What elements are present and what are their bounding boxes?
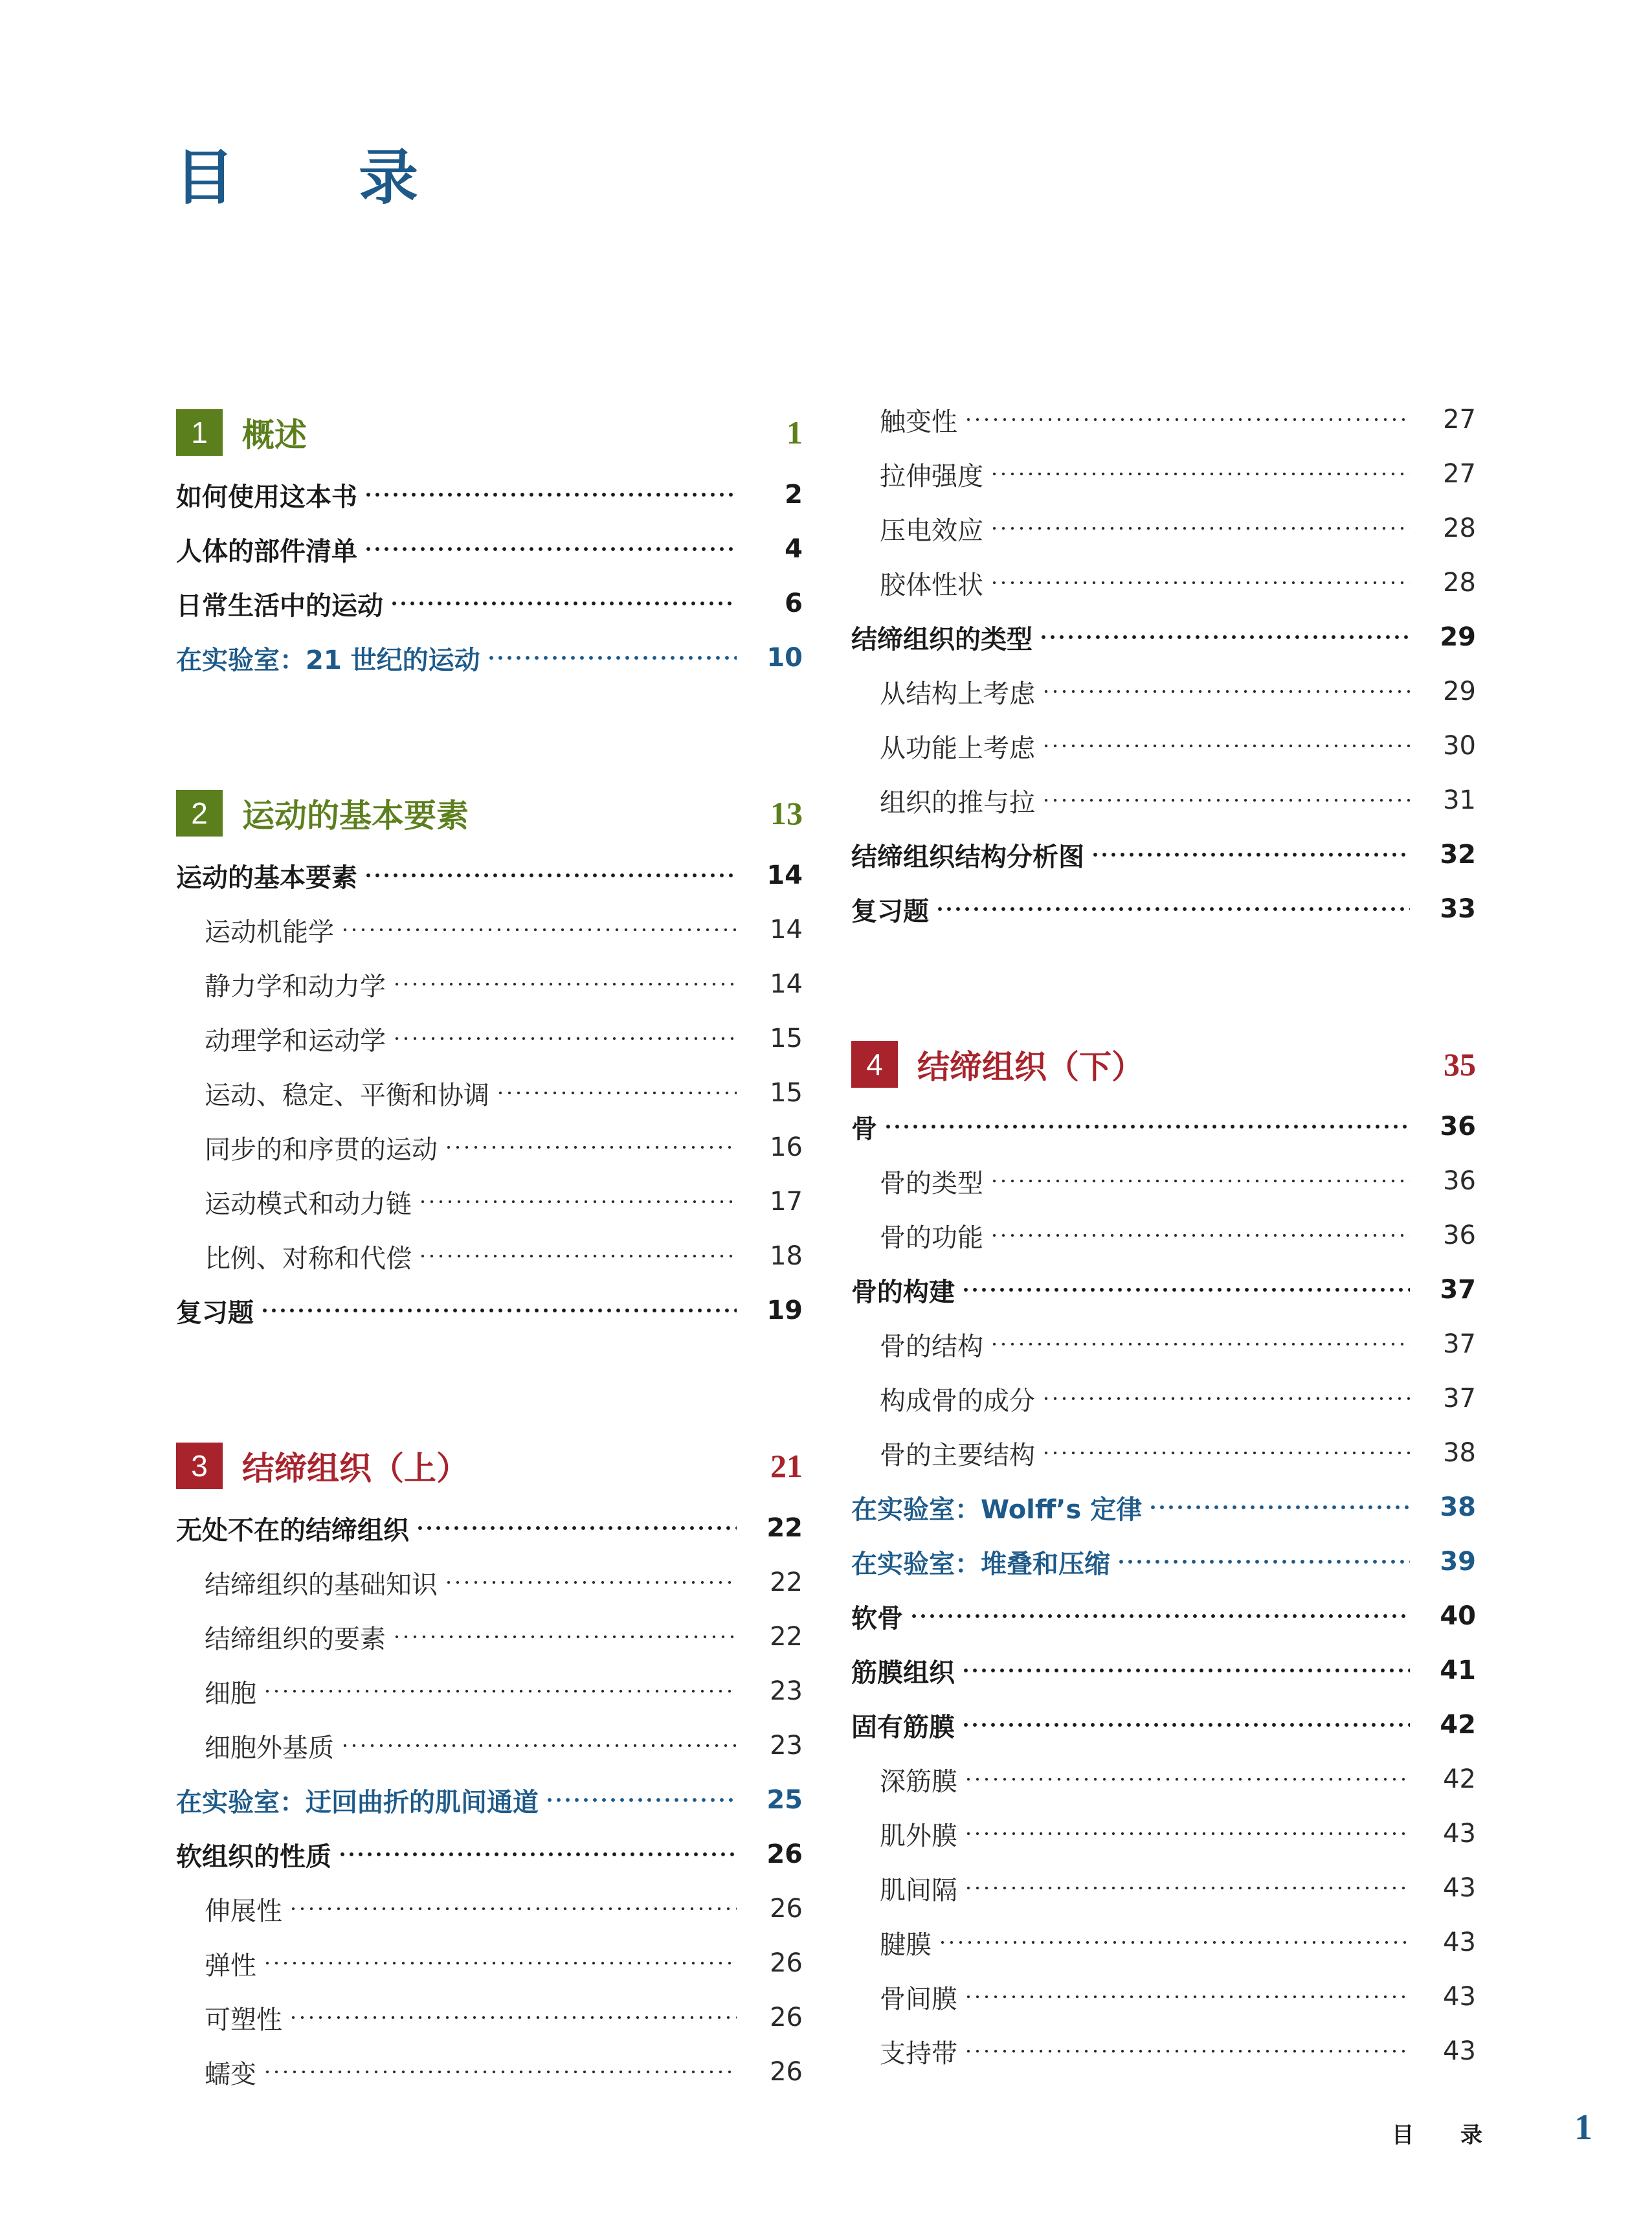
entry-label: 在实验室：Wolff’s 定律 [851,1494,1143,1525]
entry-label: 运动模式和动力链 [205,1189,412,1219]
dot-leader [1042,1450,1410,1456]
dot-leader [935,906,1410,912]
toc-entry-lab[interactable] [176,1773,803,1827]
entry-label: 比例、对称和代偿 [205,1243,412,1274]
entry-page: 22 [770,1568,803,1597]
toc-subentry[interactable] [176,1990,803,2045]
dot-leader [487,655,737,660]
entry-label: 骨 [851,1114,877,1144]
entry-page: 28 [1443,513,1476,543]
entry-label: 压电效应 [880,515,983,546]
entry-label: 固有筋膜 [851,1712,955,1742]
entry-page: 28 [1443,568,1476,598]
entry-label: 软组织的性质 [176,1841,331,1872]
toc-subentry[interactable] [176,957,803,1011]
dot-leader [990,1233,1410,1238]
entry-label: 从功能上考虑 [880,733,1035,763]
entry-page: 43 [1443,1819,1476,1849]
entry-page: 2 [785,480,803,510]
toc-subentry[interactable] [176,1066,803,1120]
entry-label: 结缔组织的类型 [851,624,1032,655]
toc-entry[interactable] [176,848,803,903]
dot-leader [496,1090,737,1096]
toc-entry[interactable] [851,1099,1476,1154]
toc-subentry[interactable] [176,2045,803,2099]
chapter-3-heading[interactable] [176,1435,803,1497]
toc-subentry[interactable] [851,1154,1476,1208]
entry-page: 26 [766,1839,803,1869]
entry-page: 6 [785,589,803,618]
toc-entry[interactable] [176,467,803,522]
entry-page: 36 [1443,1166,1476,1196]
entry-page: 27 [1443,459,1476,489]
entry-label: 骨的功能 [880,1222,983,1253]
entry-label: 支持带 [880,2038,957,2069]
entry-label: 动理学和运动学 [205,1026,386,1056]
entry-page: 36 [1440,1112,1476,1141]
entry-page: 33 [1440,894,1476,924]
entry-page: 14 [766,860,803,890]
dot-leader [964,1885,1410,1891]
entry-label: 从结构上考虑 [880,679,1035,709]
entry-label: 胶体性状 [880,570,983,600]
entry-label: 结缔组织结构分析图 [851,842,1084,872]
entry-label: 细胞外基质 [205,1733,334,1763]
toc-subentry[interactable] [851,501,1476,556]
dot-leader [392,982,737,987]
entry-label: 构成骨的成分 [880,1386,1035,1416]
section-gap [176,685,803,782]
entry-page: 29 [1443,677,1476,706]
entry-page: 4 [785,534,803,564]
entry-label: 拉伸强度 [880,461,983,491]
entry-page: 26 [770,2003,803,2032]
toc-entry-lab[interactable] [851,1535,1476,1589]
dot-leader [961,1722,1410,1727]
dot-leader [289,2015,737,2020]
chapter-number-badge: 2 [176,790,223,837]
entry-page: 43 [1443,1873,1476,1903]
chapter-page: 21 [770,1448,803,1484]
entry-label: 在实验室：堆叠和压缩 [851,1549,1110,1579]
dot-leader [964,2049,1410,2054]
toc-subentry[interactable] [851,392,1476,447]
toc-subentry[interactable] [851,556,1476,610]
toc-subentry[interactable] [176,1718,803,1773]
entry-label: 结缔组织的基础知识 [205,1569,438,1600]
entry-page: 31 [1443,785,1476,815]
toc-subentry[interactable] [851,2024,1476,2078]
dot-leader [990,1342,1410,1347]
entry-label: 骨的类型 [880,1168,983,1198]
section-gap [176,1338,803,1435]
toc-entry[interactable] [851,1643,1476,1698]
entry-label: 运动的基本要素 [176,862,357,893]
entry-page: 23 [770,1676,803,1706]
entry-label: 筋膜组织 [851,1658,955,1688]
entry-page: 29 [1440,622,1476,652]
entry-page: 37 [1443,1384,1476,1413]
toc-subentry[interactable] [851,1806,1476,1861]
toc-subentry[interactable] [176,1936,803,1990]
entry-label: 肌外膜 [880,1821,957,1851]
entry-page: 19 [766,1296,803,1325]
entry-page: 16 [770,1132,803,1162]
entry-page: 38 [1443,1438,1476,1468]
entry-label: 组织的推与拉 [880,787,1035,818]
dot-leader [289,1906,737,1911]
toc-subentry[interactable] [851,664,1476,719]
dot-leader [961,1287,1410,1292]
chapter-page: 1 [787,414,803,451]
entry-page: 43 [1443,1982,1476,2012]
dot-leader [364,546,737,552]
chapter-title: 结缔组织（下） [917,1048,1144,1086]
toc-subentry[interactable] [176,1555,803,1610]
toc-subentry[interactable] [851,1915,1476,1970]
chapter-number-badge: 4 [851,1041,898,1088]
toc-subentry[interactable] [851,1317,1476,1371]
entry-label: 静力学和动力学 [205,971,386,1002]
entry-label: 触变性 [880,407,957,437]
toc-subentry[interactable] [851,1861,1476,1915]
toc-subentry[interactable] [851,1208,1476,1263]
toc-subentry[interactable] [851,1970,1476,2024]
dot-leader [964,1831,1410,1836]
dot-leader [1117,1559,1410,1564]
toc-subentry[interactable] [176,1011,803,1066]
entry-page: 41 [1440,1656,1476,1685]
chapter-4-heading[interactable] [851,1033,1476,1096]
dot-leader [990,580,1410,585]
entry-label: 同步的和序贯的运动 [205,1134,438,1165]
dot-leader [884,1124,1410,1129]
entry-label: 可塑性 [205,2005,282,2035]
entry-label: 骨的主要结构 [880,1440,1035,1470]
entry-page: 37 [1443,1329,1476,1359]
entry-page: 32 [1440,840,1476,870]
dot-leader [1039,635,1410,640]
chapter-1-heading[interactable] [176,401,803,464]
dot-leader [1042,689,1410,694]
entry-label: 在实验室：迂回曲折的肌间通道 [176,1787,539,1817]
toc-entry[interactable] [851,610,1476,664]
entry-page: 26 [770,1894,803,1924]
dot-leader [938,1940,1410,1945]
toc-subentry[interactable] [176,1229,803,1283]
entry-label: 在实验室：21 世纪的运动 [176,645,480,675]
dot-leader [910,1613,1410,1619]
toc-subentry[interactable] [851,1426,1476,1480]
chapter-2-heading[interactable] [176,782,803,844]
toc-entry[interactable] [851,1263,1476,1317]
toc-entry[interactable] [176,1827,803,1882]
entry-label: 结缔组织的要素 [205,1624,386,1654]
toc-subentry[interactable] [176,1120,803,1175]
entry-page: 43 [1443,1928,1476,1957]
entry-page: 40 [1440,1601,1476,1631]
dot-leader [1042,798,1410,803]
entry-label: 伸展性 [205,1896,282,1926]
toc-entry-lab[interactable] [176,631,803,685]
section-gap [851,936,1476,1033]
entry-label: 日常生活中的运动 [176,590,383,621]
entry-page: 10 [766,643,803,673]
toc-subentry[interactable] [176,903,803,957]
entry-page: 30 [1443,731,1476,761]
toc-right-column [851,392,1476,2078]
dot-leader [340,927,737,932]
entry-page: 36 [1443,1220,1476,1250]
entry-page: 15 [770,1078,803,1108]
toc-subentry[interactable] [851,719,1476,773]
toc-subentry[interactable] [176,1610,803,1664]
dot-leader [990,1178,1410,1184]
dot-leader [961,1668,1410,1673]
chapter-title: 运动的基本要素 [242,796,469,835]
entry-label: 复习题 [176,1298,254,1328]
dot-leader [444,1145,737,1150]
entry-label: 肌间隔 [880,1875,957,1906]
entry-label: 蠕变 [205,2059,256,2089]
dot-leader [263,2069,737,2074]
entry-label: 复习题 [851,896,929,927]
page-number: 1 [1574,2108,1592,2148]
dot-leader [340,1743,737,1748]
toc-entry[interactable] [176,1501,803,1555]
toc-entry[interactable] [851,882,1476,936]
chapter-title: 结缔组织（上） [242,1449,469,1487]
entry-page: 42 [1440,1710,1476,1740]
dot-leader [390,601,737,606]
entry-page: 26 [770,1948,803,1978]
entry-label: 无处不在的结缔组织 [176,1515,409,1546]
entry-page: 14 [770,915,803,945]
toc-entry[interactable] [851,827,1476,882]
entry-page: 43 [1443,2036,1476,2066]
toc-subentry[interactable] [176,1175,803,1229]
dot-leader [338,1852,737,1857]
dot-leader [418,1199,737,1204]
entry-label: 深筋膜 [880,1766,957,1797]
entry-label: 腱膜 [880,1929,932,1960]
entry-page: 27 [1443,405,1476,434]
dot-leader [364,492,737,497]
toc-entry-lab[interactable] [851,1480,1476,1535]
chapter-page: 13 [770,795,803,831]
chapter-title: 概述 [242,416,307,454]
dot-leader [1148,1505,1410,1510]
entry-label: 人体的部件清单 [176,536,357,567]
entry-label: 运动、稳定、平衡和协调 [205,1080,489,1110]
dot-leader [392,1036,737,1041]
chapter-number-badge: 1 [176,409,223,456]
dot-leader [364,873,737,878]
toc-left-column [176,401,803,2099]
dot-leader [1042,1396,1410,1401]
entry-page: 15 [770,1024,803,1053]
toc-subentry[interactable] [851,447,1476,501]
chapter-number-badge: 3 [176,1443,223,1489]
entry-page: 37 [1440,1275,1476,1305]
dot-leader [545,1797,737,1803]
entry-label: 软骨 [851,1603,903,1634]
dot-leader [964,417,1410,422]
entry-label: 细胞 [205,1678,256,1709]
entry-page: 39 [1440,1547,1476,1577]
dot-leader [990,471,1410,477]
dot-leader [416,1525,737,1531]
entry-page: 22 [766,1513,803,1543]
entry-page: 42 [1443,1764,1476,1794]
toc-entry[interactable] [176,1283,803,1338]
dot-leader [1091,852,1410,857]
entry-label: 如何使用这本书 [176,482,357,512]
entry-page: 17 [770,1187,803,1217]
entry-label: 运动机能学 [205,917,334,947]
dot-leader [990,526,1410,531]
dot-leader [418,1254,737,1259]
toc-subentry[interactable] [851,1752,1476,1806]
toc-subentry[interactable] [176,1664,803,1718]
entry-label: 弹性 [205,1950,256,1981]
entry-label: 骨间膜 [880,1984,957,2014]
dot-leader [392,1634,737,1639]
entry-page: 23 [770,1731,803,1760]
dot-leader [444,1580,737,1585]
toc-entry[interactable] [851,1698,1476,1752]
toc-entry[interactable] [176,576,803,631]
toc-subentry[interactable] [176,1882,803,1936]
dot-leader [964,1994,1410,1999]
toc-subentry[interactable] [851,773,1476,827]
entry-page: 38 [1440,1492,1476,1522]
dot-leader [964,1777,1410,1782]
entry-page: 26 [770,2057,803,2087]
dot-leader [263,1689,737,1694]
dot-leader [263,1961,737,1966]
running-footer-label: 目 录 [1392,2122,1502,2148]
entry-label: 骨的构建 [851,1277,955,1307]
chapter-page: 35 [1444,1046,1476,1083]
entry-label: 骨的结构 [880,1331,983,1362]
dot-leader [260,1308,737,1313]
entry-page: 18 [770,1241,803,1271]
page-title: 目 录 [175,142,471,212]
toc-entry[interactable] [851,1589,1476,1643]
entry-page: 14 [770,969,803,999]
entry-page: 22 [770,1622,803,1652]
dot-leader [1042,743,1410,748]
toc-subentry[interactable] [851,1371,1476,1426]
toc-entry[interactable] [176,522,803,576]
entry-page: 25 [766,1785,803,1815]
